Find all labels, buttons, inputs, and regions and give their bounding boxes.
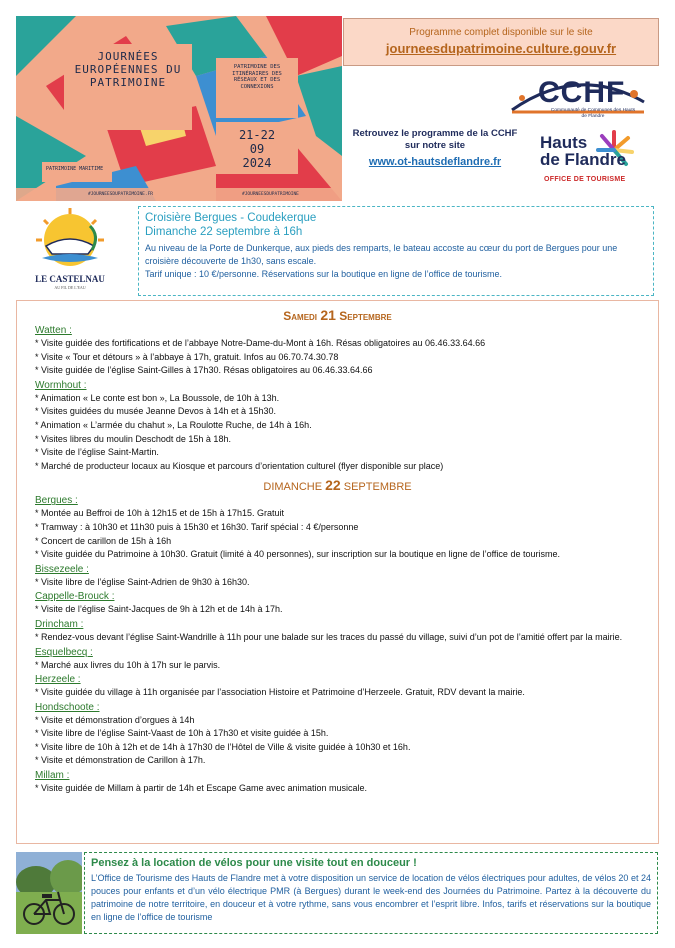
poster-hashtag-left: #JOURNEESDUPATRIMOINE.FR (88, 192, 154, 197)
town-name: Drincham : (35, 618, 84, 630)
town-name: Esquelbecq : (35, 646, 93, 658)
bike-photo (16, 852, 82, 934)
croisiere-date: Dimanche 22 septembre à 16h (145, 226, 303, 238)
programme-item: * Visite guidée du Patrimoine à 10h30. Gratuit (limité à 40 personnes), sur inscription sur la boutique en ligne de l’office de tourisme. (35, 549, 560, 560)
programme-item: * Montée au Beffroi de 10h à 12h15 et de 15h à 17h15. Gratuit (35, 508, 285, 519)
programme-item: * Visite libre de l’église Saint-Adrien de 9h30 à 16h30. (35, 576, 250, 587)
poster-hashtag-right: #JOURNEESDUPATRIMOINE (242, 192, 299, 197)
boat-sun-icon (30, 206, 110, 274)
programme-box (16, 300, 659, 844)
town-name: Bergues : (35, 495, 78, 507)
programme-item: * Visite « Tour et détours » à l’abbaye à 17h, gratuit. Infos au 06.70.74.30.78 (35, 351, 339, 362)
programme-item: * Visite libre de l’église Saint-Vaast de 10h à 17h30 et visite guidée à 15h. (35, 728, 329, 739)
town-name: Hondschoote : (35, 701, 100, 713)
programme-item: * Visite et démonstration d’orgues à 14h (35, 714, 195, 725)
cchf-retrouvez (346, 128, 524, 168)
saturday-heading (35, 307, 658, 323)
poster-graphic (16, 16, 342, 201)
programme-item: * Visites libres du moulin Deschodt de 15h à 18h. (35, 433, 231, 444)
castelnau-name: LE CASTELNAU (35, 274, 105, 284)
town-name: Bissezeele : (35, 563, 89, 575)
poster-date-days: 21-22 (238, 128, 276, 142)
sunday-list (35, 494, 658, 795)
poster-date-year: 2024 (242, 156, 272, 170)
programme-item: * Visite guidée de Millam à partir de 14h et Escape Game avec animation musicale. (35, 783, 368, 794)
programme-item: * Animation « Le conte est bon », La Boussole, de 10h à 13h. (35, 392, 280, 403)
hdf-office-label: OFFICE DE TOURISME (544, 176, 626, 183)
site-banner-link[interactable]: journeesdupatrimoine.culture.gouv.fr (385, 41, 617, 56)
hauts-de-flandre-logo (538, 128, 638, 188)
programme-item: * Visite guidée du village à 11h organisée par l’association Histoire et Patrimoine d’Herzeele. Gratuit, RDV devant la mairie. (35, 687, 525, 698)
programme-item: * Animation « L’armée du chahut », La Roulotte Ruche, de 14h à 16h. (35, 419, 312, 430)
bike-rental-box (84, 852, 658, 934)
poster-date-month: 09 (249, 142, 265, 156)
town-name: Watten : (35, 325, 72, 336)
programme-item: * Visite de l’église Saint-Martin. (35, 447, 159, 458)
saturday-heading-b: Septembre (335, 309, 392, 323)
town-name: Wormhout : (35, 379, 87, 391)
poster-tag: PATRIMOINE MARITIME (46, 166, 104, 172)
hdf-logo-line1: Hauts (540, 133, 588, 152)
bike-text: L’Office de Tourisme des Hauts de Flandre met à votre disposition un service de location de vélos électriques pour adultes, de vélos 20 et 24 pouces pour enfants et d’un vélo électrique PMR (à Bergues) durant le week-end des Journées du Patrimoine. Partez à la découverte du patrimoine de notre territoire, en douceur et à votre rythme, sans vous encombrer et l’esprit libre. Infos, tarifs et réservations sur la boutique en ligne de l’office de tourisme (91, 873, 651, 922)
poster-subtitle: PATRIMOINE DES ITINÉRAIRES DES RÉSEAUX ET DES CONNEXIONS (232, 64, 282, 90)
town-name: Millam : (35, 770, 70, 782)
programme-item: * Visite guidée des fortifications et de l’abbaye Notre-Dame-du-Mont à 16h. Résas obligatoires au 06.46.33.64.66 (35, 338, 486, 348)
castelnau-logo (30, 206, 110, 296)
sunday-heading (35, 477, 658, 493)
programme-item: * Visite de l’église Saint-Jacques de 9h à 12h et de 14h à 17h. (35, 604, 283, 615)
retrouvez-line1: Retrouvez le programme de la CCHF (352, 128, 518, 139)
cchf-logo-text: CCHF (538, 76, 626, 109)
sunday-heading-num: 22 (325, 477, 341, 494)
cchf-logo-subtext: Communauté de Communes des Hauts de Flandre (550, 108, 636, 119)
cchf-logo (508, 72, 648, 124)
site-banner-text: Programme complet disponible sur le site (409, 27, 593, 38)
croisiere-box (138, 206, 654, 296)
retrouvez-line2: sur notre site (404, 140, 466, 151)
bicycle-icon (16, 852, 82, 934)
croisiere-title: Croisière Bergues - Coudekerque (145, 212, 317, 224)
croisiere-description: Au niveau de la Porte de Dunkerque, aux pieds des remparts, le bateau accoste au cœur du port de Bergues pour une croisière découverte de 1h30, sans escale. (145, 243, 618, 266)
jep-poster (16, 16, 342, 201)
town-name: Cappelle-Brouck : (35, 591, 115, 603)
programme-item: * Visite libre de 10h à 12h et de 14h à 17h30 de l’Hôtel de Ville & visite guidée à 10h30 et 16h. (35, 741, 411, 752)
programme-item: * Marché aux livres du 10h à 17h sur le parvis. (35, 659, 221, 670)
programme-item: * Visite et démonstration de Carillon à 17h. (35, 755, 206, 766)
saturday-heading-num: 21 (320, 307, 336, 323)
poster-date (224, 128, 290, 170)
sunday-heading-b: SEPTEMBRE (340, 481, 412, 494)
hdf-logo-line2: de Flandre (540, 150, 626, 169)
programme-item: * Marché de producteur locaux au Kiosque et parcours d’orientation culturel (flyer disponible sur place) (35, 460, 444, 471)
croisiere-tarif: Tarif unique : 10 €/personne. Réservations sur la boutique en ligne de l’office de tourisme. (145, 269, 503, 279)
poster-title: JOURNÉES EUROPÉENNES DU PATRIMOINE (74, 50, 182, 89)
programme-item: * Visite guidée de l’église Saint-Gilles à 17h30. Résas obligatoires au 06.46.33.64.66 (35, 365, 373, 376)
bike-heading: Pensez à la location de vélos pour une visite tout en douceur ! (91, 857, 417, 869)
programme-item: * Rendez-vous devant l’église Saint-Wandrille à 11h pour une balade sur les traces du passé du village, suivi d’un pot de l’amitié offert par la mairie. (35, 631, 623, 642)
hdf-logo-text (540, 134, 626, 168)
castelnau-tagline: AU FIL DE L'EAU (54, 285, 86, 290)
sunday-heading-a: DIMANCHE (263, 481, 326, 494)
site-banner (343, 18, 659, 66)
saturday-list (35, 324, 658, 473)
programme-item: * Visites guidées du musée Jeanne Devos à 14h et à 15h30. (35, 406, 277, 417)
saturday-heading-a: Samedi (283, 309, 321, 323)
town-name: Herzeele : (35, 674, 81, 686)
programme-item: * Concert de carillon de 15h à 16h (35, 535, 172, 546)
programme-item: * Tramway : à 10h30 et 11h30 puis à 15h30 et 16h30. Tarif spécial : 4 €/personne (35, 521, 359, 532)
ot-site-link[interactable]: www.ot-hautsdeflandre.fr (368, 156, 502, 168)
